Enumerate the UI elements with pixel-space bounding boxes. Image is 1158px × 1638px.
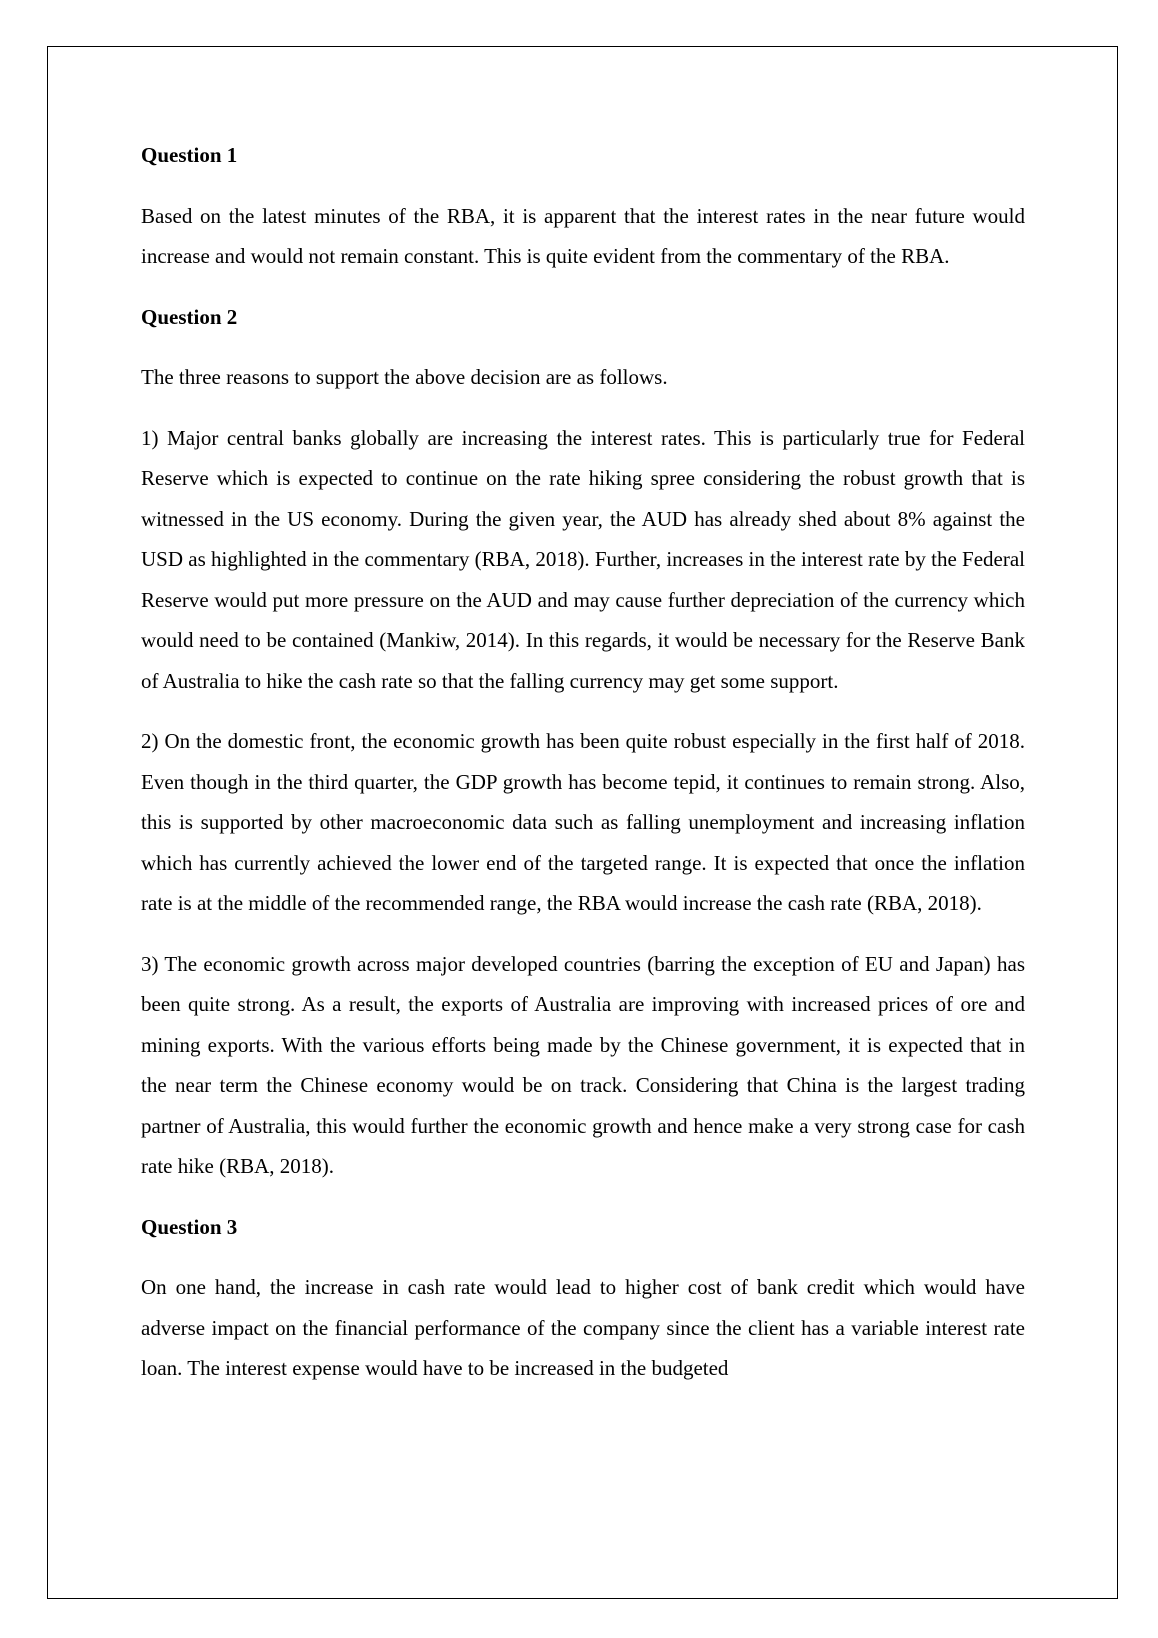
question-3-answer: On one hand, the increase in cash rate would lead to higher cost of bank credit which would have adverse impact on the financial performance of the company since the client has a variable interest rate loan. The interest expense would have to be increased in the budgeted — [141, 1275, 1025, 1380]
question-2-heading: Question 2 — [141, 304, 238, 329]
question-2-reason-2: 2) On the domestic front, the economic growth has been quite robust especially in the first half of 2018. Even though in the third quarter, the GDP growth has become tepid, it continues to remain strong. Also, this is supported by other macroeconomic data such as falling unemployment and increasing inflation which has currently achieved the lower end of the targeted range. It is expected that once the inflation rate is at the middle of the recommended range, the RBA would increase the cash rate (RBA, 2018). — [141, 729, 1025, 915]
question-2-reason-1: 1) Major central banks globally are increasing the interest rates. This is particularly true for Federal Reserve which is expected to continue on the rate hiking spree considering the robust growth that is witnessed in the US economy. During the given year, the AUD has already shed about 8% against the USD as highlighted in the commentary (RBA, 2018). Further, increases in the interest rate by the Federal Reserve would put more pressure on the AUD and may cause further depreciation of the currency which would need to be contained (Mankiw, 2014). In this regards, it would be necessary for the Reserve Bank of Australia to hike the cash rate so that the falling currency may get some support. — [141, 425, 1025, 693]
question-3-heading: Question 3 — [141, 1214, 238, 1239]
document-body — [141, 135, 1025, 1409]
question-2-intro: The three reasons to support the above decision are as follows. — [141, 365, 668, 389]
question-2-reason-3: 3) The economic growth across major developed countries (barring the exception of EU and Japan) has been quite strong. As a result, the exports of Australia are improving with increased prices of ore and mining exports. With the various efforts being made by the Chinese government, it is expected that in the near term the Chinese economy would be on track. Considering that China is the largest trading partner of Australia, this would further the economic growth and hence make a very strong case for cash rate hike (RBA, 2018). — [141, 951, 1025, 1178]
question-1-answer: Based on the latest minutes of the RBA, it is apparent that the interest rates in the near future would increase and would not remain constant. This is quite evident from the commentary of the RBA. — [141, 203, 1025, 268]
question-1-heading: Question 1 — [141, 143, 238, 167]
